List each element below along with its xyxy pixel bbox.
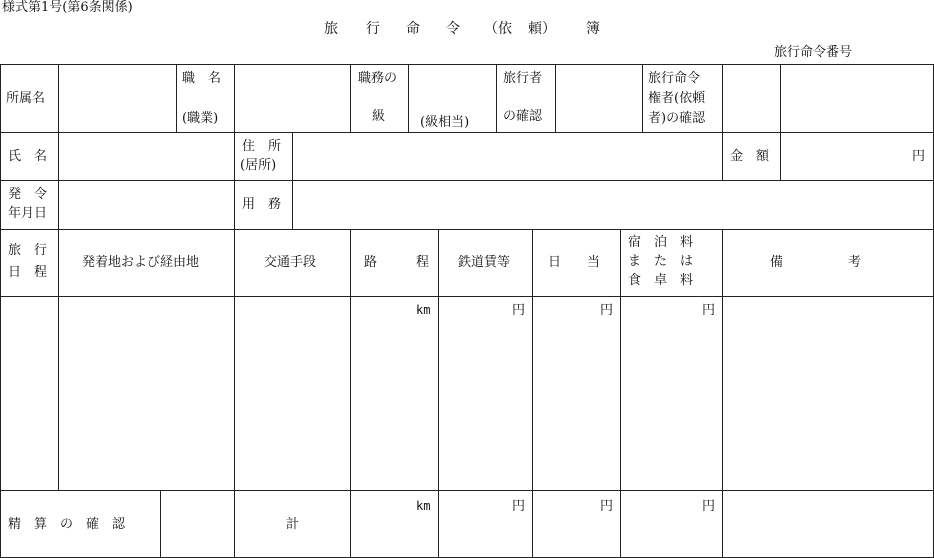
title-char: （依 <box>484 21 512 37</box>
table-rule <box>780 132 781 180</box>
table-rule <box>0 180 934 181</box>
job-title-label: 職 名 <box>182 71 222 86</box>
traveler-confirm-label-bottom: の確認 <box>503 109 543 124</box>
table-rule <box>722 64 723 132</box>
table-rule <box>292 132 293 229</box>
distance-km-unit: km <box>416 303 431 317</box>
total-lodging-yen-unit: 円 <box>702 499 716 514</box>
table-rule <box>555 64 556 132</box>
itinerary-label-bottom: 日 程 <box>8 265 48 280</box>
grade-equivalent-label: (級相当) <box>420 115 470 130</box>
route-header: 発着地および経由地 <box>82 255 200 270</box>
daily-allowance-header: 日 当 <box>548 255 601 270</box>
daily-yen-unit: 円 <box>600 303 614 318</box>
lodging-header: 食 卓 料 <box>628 273 694 288</box>
total-km-unit: km <box>416 499 431 513</box>
table-rule <box>642 64 643 132</box>
table-rule <box>722 229 723 558</box>
table-rule <box>234 132 235 229</box>
grade-label: 職務の <box>358 71 398 86</box>
amount-label: 金 額 <box>730 149 770 164</box>
table-rule <box>620 229 621 558</box>
grade-label-bottom: 級 <box>372 109 386 124</box>
itinerary-label: 旅 行 <box>8 243 48 258</box>
name-label: 氏 名 <box>8 149 48 164</box>
transport-header: 交通手段 <box>264 255 317 270</box>
table-rule <box>438 229 439 558</box>
title-char: 令 <box>446 21 460 37</box>
total-fare-yen-unit: 円 <box>512 499 526 514</box>
business-label: 用 務 <box>242 197 282 212</box>
fare-yen-unit: 円 <box>512 303 526 318</box>
settlement-confirm-label: 精 算 の 確 認 <box>8 517 126 532</box>
lodging-header: ま た は <box>628 254 694 269</box>
order-date-label: 発 令 <box>8 187 48 202</box>
address-label: 住 所 <box>242 139 282 154</box>
remarks-header: 備 考 <box>770 255 862 270</box>
table-rule <box>532 229 533 558</box>
table-rule <box>58 64 59 490</box>
fare-header: 鉄道賃等 <box>458 255 511 270</box>
table-rule <box>350 229 351 558</box>
amount-yen-unit: 円 <box>912 149 926 164</box>
order-date-label-bottom: 年月日 <box>8 206 48 221</box>
table-rule <box>0 490 934 491</box>
title-char: 簿 <box>586 21 600 37</box>
form-note: 様式第1号(第6条関係) <box>2 0 133 15</box>
authorizer-confirm-label: 権者(依頼 <box>648 91 706 106</box>
table-border <box>0 64 934 65</box>
table-rule <box>350 64 351 132</box>
table-rule <box>408 64 409 132</box>
table-rule <box>176 64 177 132</box>
table-rule <box>780 64 781 132</box>
lodging-yen-unit: 円 <box>702 303 716 318</box>
title-char: 行 <box>366 21 380 37</box>
residence-label: (居所) <box>240 158 277 173</box>
title-char: 頼） <box>528 21 556 37</box>
table-rule <box>160 490 161 558</box>
traveler-confirm-label: 旅行者 <box>503 71 543 86</box>
authorizer-confirm-label: 者)の確認 <box>648 111 706 126</box>
table-rule <box>0 229 934 230</box>
table-rule <box>234 64 235 132</box>
travel-order-number-label: 旅行命令番号 <box>774 45 853 60</box>
table-rule <box>722 132 723 180</box>
total-label: 計 <box>286 517 300 532</box>
total-daily-yen-unit: 円 <box>600 499 614 514</box>
lodging-header: 宿 泊 料 <box>628 235 694 250</box>
occupation-label: (職業) <box>182 111 219 126</box>
table-rule <box>234 229 235 558</box>
title-char: 旅 <box>324 21 338 37</box>
table-rule <box>496 64 497 132</box>
table-border <box>0 64 1 558</box>
table-rule <box>0 132 934 133</box>
distance-header: 路 程 <box>364 255 430 270</box>
authorizer-confirm-label: 旅行命令 <box>648 71 701 86</box>
table-rule <box>0 296 934 297</box>
title-char: 命 <box>406 21 420 37</box>
affiliation-label: 所属名 <box>6 91 46 106</box>
